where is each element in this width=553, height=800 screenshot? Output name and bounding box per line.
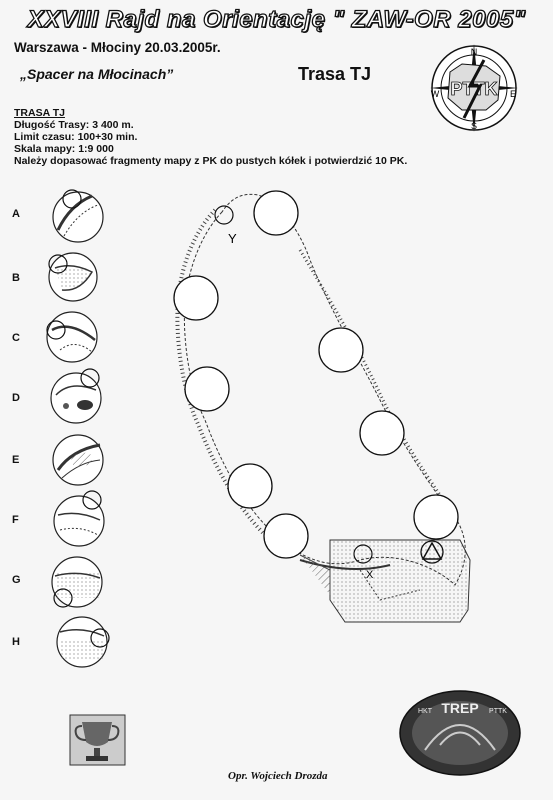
route-name: Trasa TJ (298, 64, 372, 84)
map-small-circle (215, 206, 233, 224)
map-mark-y: Y (228, 231, 237, 246)
fragment-label-g: G (12, 574, 21, 586)
control-point[interactable] (264, 514, 308, 558)
route-info-heading: TRASA TJ (14, 107, 65, 119)
control-point[interactable] (228, 464, 272, 508)
author: Opr. Wojciech Drozda (228, 770, 328, 782)
route-map (177, 194, 470, 622)
compass-s: S (470, 121, 478, 131)
trep-logo-right-text: PTTK (489, 708, 507, 715)
fragment-label-e: E (12, 454, 20, 466)
control-point[interactable] (174, 276, 218, 320)
walk-name: „Spacer na Młocinach” (20, 66, 174, 82)
fragment-g (52, 557, 102, 607)
fragment-label-c: C (12, 332, 20, 344)
trep-logo-name: TREP (441, 700, 479, 716)
fragment-e (53, 435, 103, 485)
trep-logo (400, 691, 520, 775)
fragment-a (53, 190, 103, 242)
compass-e: E (509, 89, 517, 99)
control-point[interactable] (254, 191, 298, 235)
fragment-b (49, 253, 97, 301)
event-date-location: Warszawa - Młociny 20.03.2005r. (14, 40, 221, 55)
fragment-f (54, 491, 104, 546)
pttk-logo-text: PTTK (450, 79, 498, 99)
fragment-c (47, 312, 97, 362)
fragment-label-d: D (12, 392, 20, 404)
pttk-logo (430, 44, 518, 132)
trophy-icon (70, 715, 125, 765)
control-point[interactable] (414, 495, 458, 539)
fragment-h (57, 617, 109, 667)
route-length: Długość Trasy: 3 400 m. (14, 119, 134, 131)
instructions: Należy dopasować fragmenty mapy z PK do pustych kółek i potwierdzić 10 PK. (14, 155, 408, 167)
control-point[interactable] (185, 367, 229, 411)
map-mark-x: X (366, 569, 374, 581)
trep-logo-top-text: HKT (418, 708, 432, 715)
compass-w: W (430, 89, 440, 99)
control-point[interactable] (319, 328, 363, 372)
fragment-label-f: F (12, 514, 19, 526)
fragment-label-h: H (12, 636, 20, 648)
control-point[interactable] (360, 411, 404, 455)
time-limit: Limit czasu: 100+30 min. (14, 131, 138, 143)
page-title: XXVIII Rajd na Orientację " ZAW-OR 2005" (27, 6, 526, 33)
control-points (174, 191, 458, 558)
fragment-label-a: A (12, 208, 20, 220)
map-scale: Skala mapy: 1:9 000 (14, 143, 114, 155)
compass-n: N (470, 47, 478, 57)
fragment-d (51, 369, 101, 423)
fragment-label-b: B (12, 272, 20, 284)
